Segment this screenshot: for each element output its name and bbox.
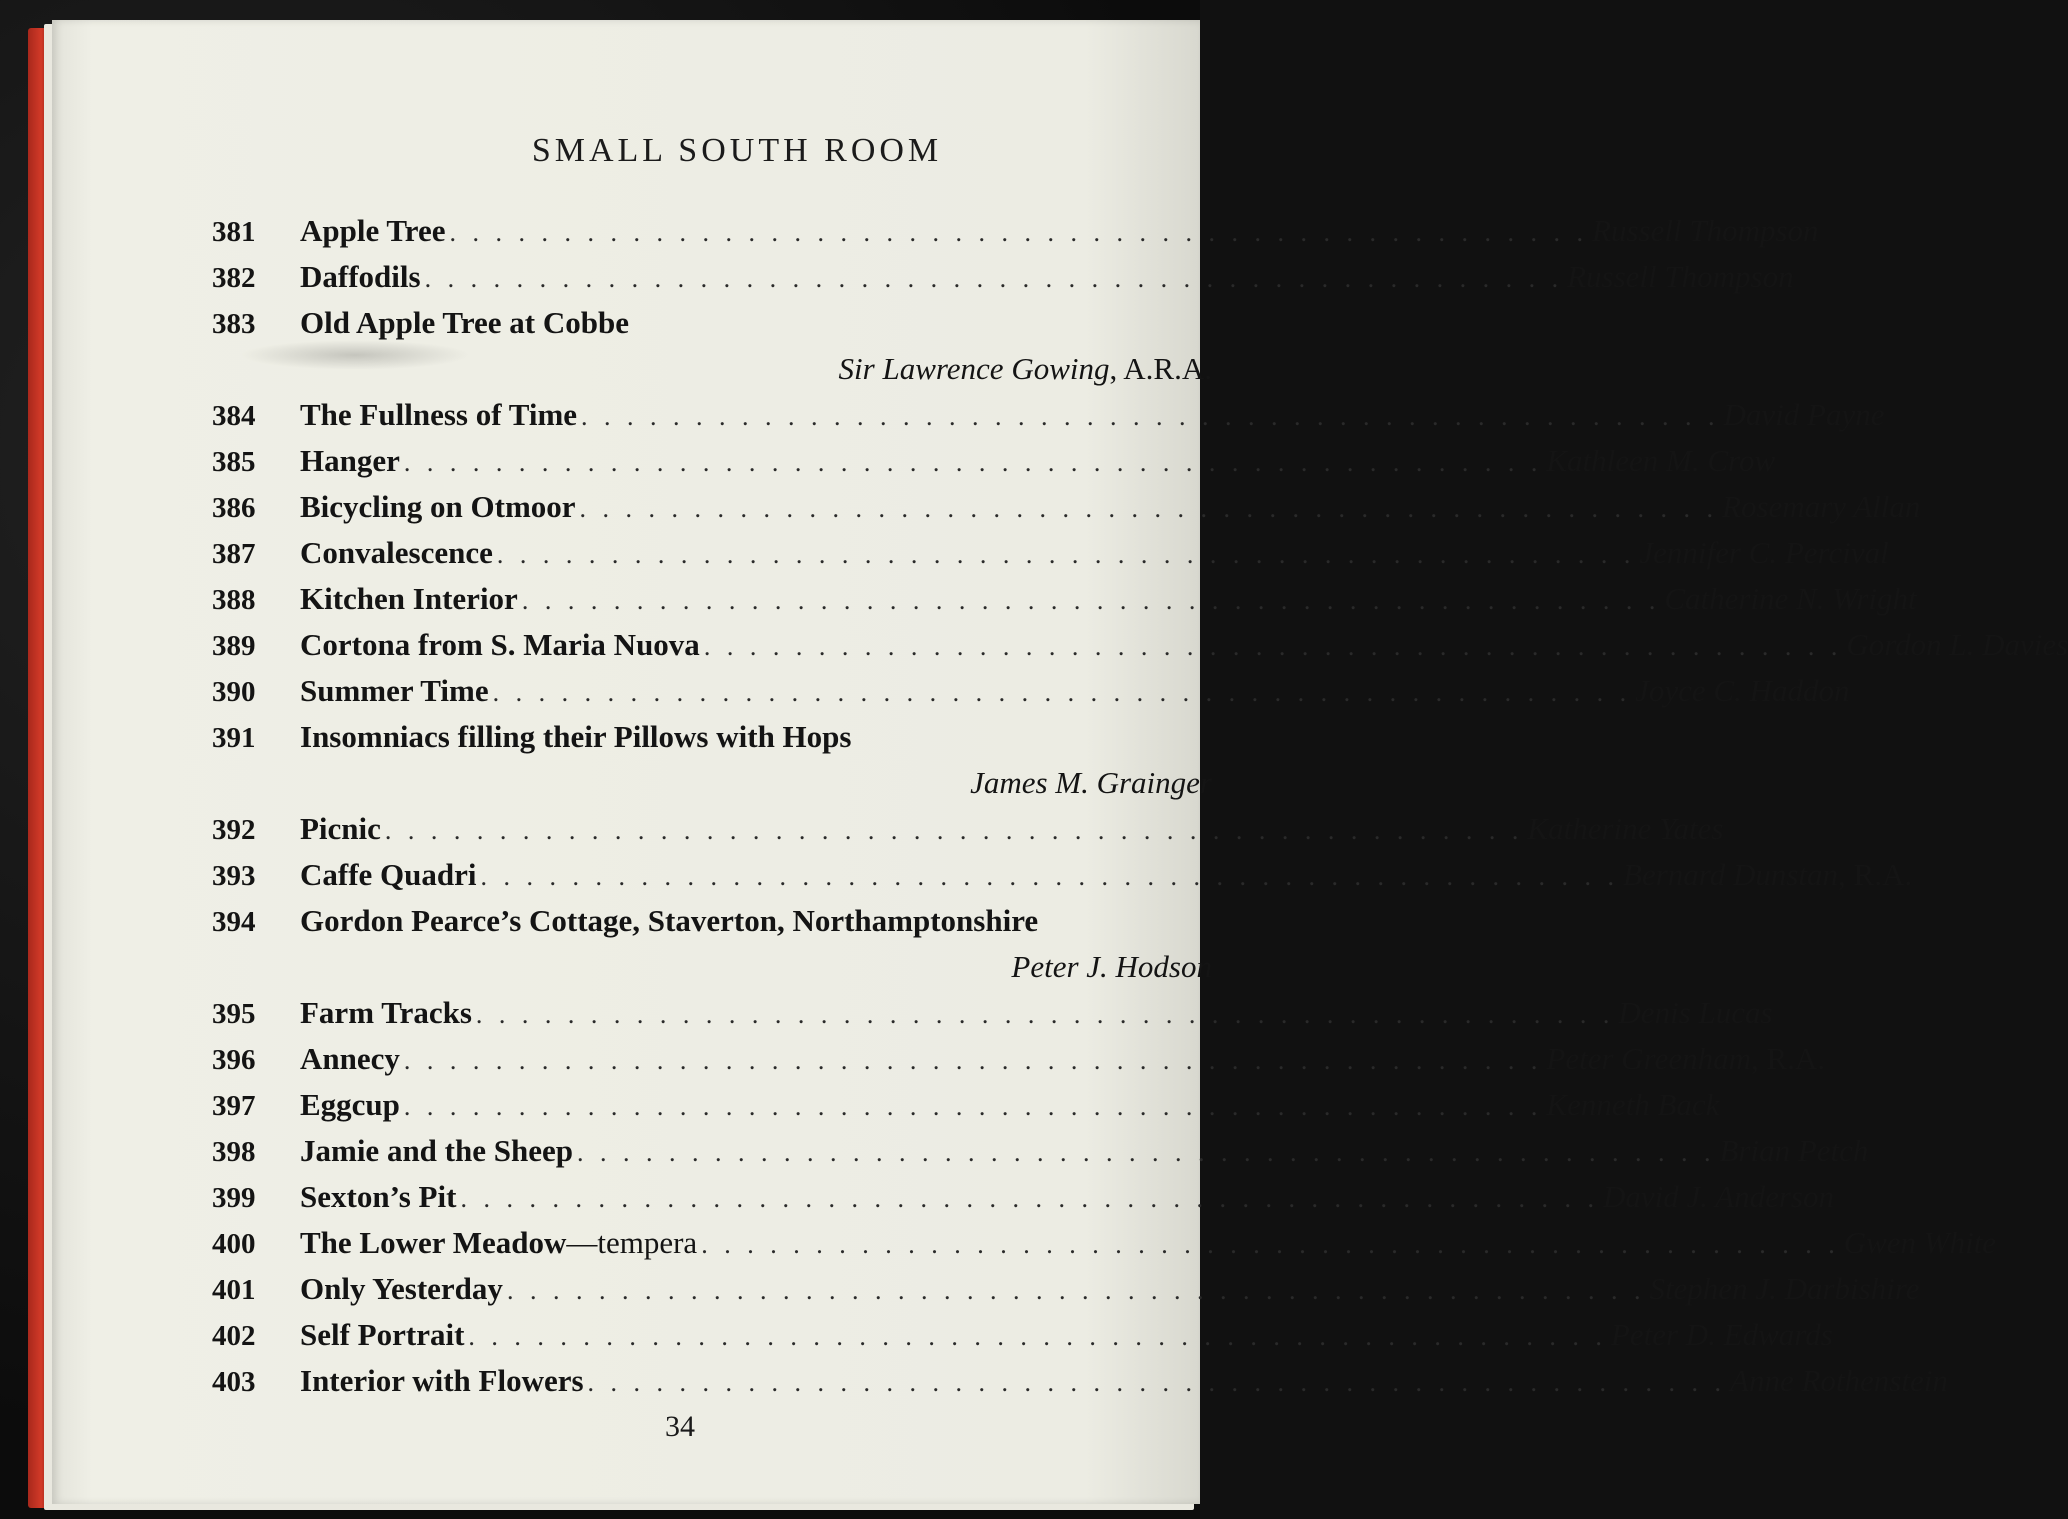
catalogue-entry <box>212 1220 1997 1266</box>
entry-number: 396 <box>212 1044 256 1076</box>
dot-leader: . . . . . . . . . . . . . . . . . . . . . . . . . . . . . . . . . . . . . . . . . . . . . . . . . . <box>587 1368 1727 1397</box>
entry-line <box>212 898 1212 944</box>
entry-artist: Katherine Yates <box>1527 811 1724 846</box>
entry-number: 398 <box>212 1136 256 1168</box>
dot-leader: . . . . . . . . . . . . . . . . . . . . . . . . . . . . . . . . . . . . . . . . . . . . . . . . . . <box>403 1046 1543 1075</box>
entry-artist: James M. Grainger <box>970 765 1212 800</box>
entry-line <box>212 852 1913 898</box>
dot-leader: . . . . . . . . . . . . . . . . . . . . . . . . . . . . . . . . . . . . . . . . . . . . . . . . . . <box>577 1138 1716 1167</box>
entry-title: Apple Tree <box>300 213 446 248</box>
dot-leader: . . . . . . . . . . . . . . . . . . . . . . . . . . . . . . . . . . . . . . . . . . . . . . . . . . <box>703 632 1843 661</box>
catalogue-entry <box>212 806 1724 852</box>
entry-title: Annecy <box>300 1041 400 1076</box>
entry-line <box>212 1266 1920 1312</box>
entry-artist: Bernard Dunstan <box>1623 857 1839 892</box>
entry-artist: Anne Rothenstein <box>1730 1363 1948 1398</box>
entry-number: 399 <box>212 1182 256 1214</box>
catalogue-entry <box>212 622 2068 668</box>
entry-honour: , R.A. <box>1750 1041 1826 1076</box>
catalogue-entry <box>212 254 1794 300</box>
entry-title: Hanger <box>300 443 400 478</box>
entry-line <box>212 1312 1833 1358</box>
entry-number: 403 <box>212 1366 256 1398</box>
entry-artist-block <box>1724 392 1885 438</box>
entry-artist-block <box>1603 1174 1834 1220</box>
dot-leader: . . . . . . . . . . . . . . . . . . . . . . . . . . . . . . . . . . . . . . . . . . . . . . . . . . <box>579 494 1719 523</box>
catalogue-entry <box>212 1174 1834 1220</box>
entry-line <box>212 300 1212 346</box>
catalogue-entry <box>212 1082 1720 1128</box>
entry-title: Summer Time <box>300 673 489 708</box>
entry-artist-block <box>1546 438 1775 484</box>
dot-leader: . . . . . . . . . . . . . . . . . . . . . . . . . . . . . . . . . . . . . . . . . . . . . . . . . . <box>424 264 1564 293</box>
entry-artist-block <box>970 760 1212 806</box>
catalogue-entry <box>212 530 1889 576</box>
catalogue-entry <box>212 300 1212 392</box>
entry-artist-block <box>1846 622 2068 668</box>
dot-leader: . . . . . . . . . . . . . . . . . . . . . . . . . . . . . . . . . . . . . . . . . . . . . . . . . . <box>701 1230 1840 1259</box>
dot-leader: . . . . . . . . . . . . . . . . . . . . . . . . . . . . . . . . . . . . . . . . . . . . . . . . . . <box>581 402 1720 431</box>
entry-number: 381 <box>212 216 256 248</box>
entry-number: 393 <box>212 860 256 892</box>
entry-artist: Peter J. Hodson <box>1011 949 1212 984</box>
entry-artist: Kathleen M. Crow <box>1546 443 1776 478</box>
entry-title: Picnic <box>300 811 381 846</box>
entry-line <box>212 622 2068 668</box>
entry-title: Cortona from S. Maria Nuova <box>300 627 700 662</box>
entry-artist: Jennifer C. Percival <box>1639 535 1889 570</box>
entry-line <box>212 484 1921 530</box>
entry-number: 391 <box>212 722 256 754</box>
entry-title: Kitchen Interior <box>300 581 518 616</box>
entry-title: The Lower Meadow <box>300 1225 567 1260</box>
entry-title: Self Portrait <box>300 1317 465 1352</box>
catalogue-entry <box>212 438 1776 484</box>
catalogue-page <box>52 20 2068 1504</box>
entry-artist-block <box>1844 1220 1996 1266</box>
room-heading: SMALL SOUTH ROOM <box>531 132 943 169</box>
entry-artist-block <box>1567 254 1794 300</box>
entry-artist-block <box>1649 1266 1919 1312</box>
entry-title: Caffe Quadri <box>300 857 477 892</box>
entry-artist-block <box>1730 1358 1948 1404</box>
entry-artist-block <box>1623 852 1912 898</box>
entry-artist: Catherine N. Wright <box>1664 581 1917 616</box>
entry-title: Insomniacs filling their Pillows with Hops <box>300 719 852 754</box>
entry-number: 390 <box>212 676 256 708</box>
entry-title: Bicycling on Otmoor <box>300 489 576 524</box>
dot-leader: . . . . . . . . . . . . . . . . . . . . . . . . . . . . . . . . . . . . . . . . . . . . . . . . . . <box>480 862 1620 891</box>
entry-line <box>212 1358 1948 1404</box>
entry-number: 382 <box>212 262 256 294</box>
entry-line <box>212 1220 1997 1266</box>
entry-number: 384 <box>212 400 256 432</box>
entry-number: 386 <box>212 492 256 524</box>
catalogue-entry <box>212 714 1212 806</box>
entry-number: 400 <box>212 1228 256 1260</box>
entry-artist: David J. Anderson <box>1602 1179 1834 1214</box>
entry-artist-block <box>1720 1128 1869 1174</box>
catalogue-entry <box>212 1128 1869 1174</box>
entry-number: 387 <box>212 538 256 570</box>
dot-leader: . . . . . . . . . . . . . . . . . . . . . . . . . . . . . . . . . . . . . . . . . . . . . . . . . . <box>449 218 1589 247</box>
catalogue-entry <box>212 852 1913 898</box>
catalogue-list <box>212 208 2068 1404</box>
entry-artist-block <box>839 346 1212 392</box>
entry-artist: Peter Greenham <box>1546 1041 1751 1076</box>
entry-number: 395 <box>212 998 256 1030</box>
entry-artist: Sir Lawrence Gowing <box>838 351 1110 386</box>
entry-title: Eggcup <box>300 1087 400 1122</box>
entry-title: Gordon Pearce’s Cottage, Staverton, Northamptonshire <box>300 903 1039 938</box>
entry-artist: Peter D. Edwards <box>1610 1317 1833 1352</box>
dot-leader: . . . . . . . . . . . . . . . . . . . . . . . . . . . . . . . . . . . . . . . . . . . . . . . . . . <box>384 816 1524 845</box>
catalogue-entry <box>212 1312 1833 1358</box>
entry-line <box>212 990 1773 1036</box>
dot-leader: . . . . . . . . . . . . . . . . . . . . . . . . . . . . . . . . . . . . . . . . . . . . . . . . . . <box>521 586 1661 615</box>
entry-artist: Gordon L. Davies <box>1846 627 2068 662</box>
entry-artist: Brian Petch <box>1719 1133 1869 1168</box>
entry-line <box>212 1174 1834 1220</box>
entry-number: 385 <box>212 446 256 478</box>
entry-number: 394 <box>212 906 256 938</box>
entry-artist: Kenneth Back <box>1546 1087 1720 1122</box>
entry-line <box>212 392 1885 438</box>
catalogue-entry <box>212 898 1212 990</box>
entry-number: 388 <box>212 584 256 616</box>
dot-leader: . . . . . . . . . . . . . . . . . . . . . . . . . . . . . . . . . . . . . . . . . . . . . . . . . . <box>468 1322 1607 1351</box>
entry-artist: Stephen J. Darbishire <box>1649 1271 1920 1306</box>
catalogue-entry <box>212 990 1773 1036</box>
catalogue-entry <box>212 208 1819 254</box>
dot-leader: . . . . . . . . . . . . . . . . . . . . . . . . . . . . . . . . . . . . . . . . . . . . . . . . . . <box>496 540 1636 569</box>
catalogue-entry <box>212 484 1921 530</box>
catalogue-entry <box>212 668 1850 714</box>
entry-title: The Fullness of Time <box>300 397 578 432</box>
entry-line <box>212 668 1850 714</box>
catalogue-entry <box>212 392 1885 438</box>
entry-line <box>212 254 1794 300</box>
entry-artist-block <box>1592 208 1819 254</box>
entry-title: Daffodils <box>300 259 421 294</box>
entry-artist: Gwen White <box>1843 1225 1997 1260</box>
entry-artist-block <box>1664 576 1916 622</box>
entry-artist-block <box>1546 1082 1719 1128</box>
entry-number: 392 <box>212 814 256 846</box>
entry-artist: Rosemary Allan <box>1722 489 1921 524</box>
entry-line <box>212 208 1819 254</box>
entry-number: 402 <box>212 1320 256 1352</box>
entry-artist: Russell Thompson <box>1567 259 1794 294</box>
entry-line <box>212 1082 1720 1128</box>
entry-title: Convalescence <box>300 535 493 570</box>
entry-artist-block <box>1611 1312 1833 1358</box>
entry-artist-line <box>212 346 1212 392</box>
entry-artist: Denis Lucas <box>1618 995 1773 1030</box>
entry-title: Farm Tracks <box>300 995 472 1030</box>
entry-title: Only Yesterday <box>300 1271 503 1306</box>
dot-leader: . . . . . . . . . . . . . . . . . . . . . . . . . . . . . . . . . . . . . . . . . . . . . . . . . . <box>506 1276 1646 1305</box>
entry-artist-line <box>212 760 1212 806</box>
entry-artist: Russell Thompson <box>1592 213 1819 248</box>
entry-artist-block <box>1635 668 1849 714</box>
entry-title: Old Apple Tree at Cobbe <box>300 305 629 340</box>
catalogue-entry <box>212 1266 1920 1312</box>
dot-leader: . . . . . . . . . . . . . . . . . . . . . . . . . . . . . . . . . . . . . . . . . . . . . . . . . . <box>492 678 1632 707</box>
entry-medium: —tempera <box>566 1225 698 1260</box>
entry-line <box>212 714 1212 760</box>
catalogue-entry <box>212 1036 1826 1082</box>
entry-honour: , A.R.A. <box>1109 351 1212 386</box>
entry-line <box>212 576 1917 622</box>
entry-number: 397 <box>212 1090 256 1122</box>
entry-honour: , R.A. <box>1838 857 1913 892</box>
entry-line <box>212 1128 1869 1174</box>
entry-line <box>212 530 1889 576</box>
catalogue-entry <box>212 576 1917 622</box>
entry-number: 401 <box>212 1274 256 1306</box>
entry-title: Interior with Flowers <box>300 1363 584 1398</box>
entry-line <box>212 1036 1826 1082</box>
page-number: 34 <box>665 1410 695 1443</box>
entry-artist: David Payne <box>1723 397 1885 432</box>
entry-number: 389 <box>212 630 256 662</box>
dot-leader: . . . . . . . . . . . . . . . . . . . . . . . . . . . . . . . . . . . . . . . . . . . . . . . . . . <box>460 1184 1599 1213</box>
entry-artist-block <box>1527 806 1723 852</box>
entry-artist-block <box>1722 484 1920 530</box>
entry-artist-block <box>1639 530 1888 576</box>
entry-artist-block <box>1618 990 1772 1036</box>
dot-leader: . . . . . . . . . . . . . . . . . . . . . . . . . . . . . . . . . . . . . . . . . . . . . . . . . . <box>475 1000 1615 1029</box>
entry-artist-block <box>1011 944 1212 990</box>
entry-artist-line <box>212 944 1212 990</box>
entry-title: Sexton’s Pit <box>300 1179 457 1214</box>
entry-title: Jamie and the Sheep <box>300 1133 573 1168</box>
dot-leader: . . . . . . . . . . . . . . . . . . . . . . . . . . . . . . . . . . . . . . . . . . . . . . . . . . <box>403 448 1543 477</box>
entry-artist: Joyce C. Haddon <box>1635 673 1850 708</box>
dot-leader: . . . . . . . . . . . . . . . . . . . . . . . . . . . . . . . . . . . . . . . . . . . . . . . . . . <box>403 1092 1543 1121</box>
catalogue-entry <box>212 1358 1948 1404</box>
entry-line <box>212 806 1724 852</box>
entry-artist-block <box>1546 1036 1825 1082</box>
entry-line <box>212 438 1776 484</box>
entry-number: 383 <box>212 308 256 340</box>
